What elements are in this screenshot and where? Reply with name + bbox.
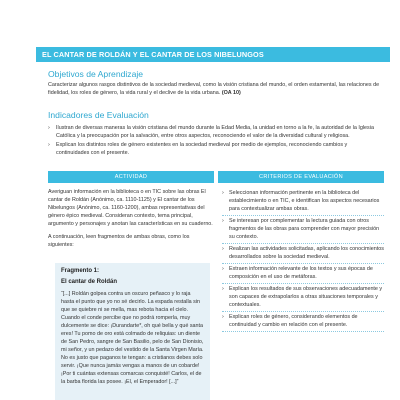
objective-code: (OA 10) bbox=[221, 90, 241, 96]
criteria-text: Realizan las actividades solicitadas, aplicando los conocimientos desarrollados sobre la sociedad medieval. bbox=[229, 246, 384, 260]
indicator-item bbox=[48, 141, 382, 157]
activity-paragraph-2: A continuación, leen fragmentos de ambas obras, como los siguientes: bbox=[48, 234, 190, 248]
objectives-heading: Objetivos de Aprendizaje bbox=[48, 69, 144, 79]
bullet-icon: › bbox=[222, 218, 224, 224]
criteria-text: Explican roles de género, considerando elementos de continuidad y cambio en relación con el presente. bbox=[229, 314, 358, 328]
bullet-icon: › bbox=[222, 314, 224, 320]
criteria-text: Seleccionan información pertinente en la biblioteca del establecimiento o en TIC, e identifican los aspectos necesarios para contextualizar ambas obras. bbox=[229, 190, 380, 212]
activity-column-header: ACTIVIDAD bbox=[48, 171, 214, 183]
criteria-text: Extraen información relevante de los textos y sus épocas de composición en el uso de metáforas. bbox=[229, 266, 373, 280]
indicator-text: Ilustran de diversas maneras la visión cristiana del mundo durante la Edad Media, la unidad en torno a la fe, la autoridad de la Iglesia Católica y la preocupación por la salvación, entre otros aspectos, reconociendo el valor de la diversidad cultural y religiosa. bbox=[56, 125, 374, 139]
bullet-icon: › bbox=[222, 246, 224, 252]
objective-text: Caracterizar algunos rasgos distintivos de la sociedad medieval, como la visión cristiana del mundo, el orden estamental, las relaciones de fidelidad, los roles de género, la vida rural y el declive de la vida urbana. bbox=[48, 82, 380, 96]
criteria-item bbox=[222, 312, 384, 332]
activity-paragraph-1: Averiguan información en la biblioteca o en TIC sobre las obras El cantar de Roldán (Anónimo, ca. 1110-1125) y El cantar de los Nibelungos (Anónimo, ca. 1160-1200), ambas representativas del género épico medieval. Consideran contexto, tema principal, argumento y personajes y anotan las características en su cuaderno. bbox=[48, 189, 213, 227]
bullet-icon: › bbox=[48, 125, 50, 131]
activity-column bbox=[48, 188, 214, 254]
fragment-title: El cantar de Roldán bbox=[61, 279, 118, 285]
criteria-column-header: CRITERIOS DE EVALUACIÓN bbox=[218, 171, 384, 183]
fragment-box bbox=[55, 263, 210, 400]
fragment-label: Fragmento 1: bbox=[61, 268, 100, 274]
fragment-text: “[...] Roldán golpea contra un oscuro peñasco y lo raja hasta el punto que yo no sé decirlo. La espada restalla sin que se quiebre ni se mella, mas rebota hacia el cielo. Cuando el conde percibe que no podrá romperla, muy dulcemente se dice: ¡Durandarte*, oh qué bella y qué santa eres! Tu pomo de oro está colmado de reliquias: un diente de San Pedro, sangre de San Basilio, pelo de San Dionisio, mi señor, y un pedazo del vestido de la Santa Virgen María. No es justo que paganos te tengan: a cristianos debes solo servir. ¡Que nunca jamás vengas a manos de un cobarde! ¡Por ti cuántas extensas comarcas conquisté! Carlos, el de la barba florida las posee. ¡El, el Emperador! [...]” bbox=[61, 291, 204, 385]
bullet-icon: › bbox=[222, 266, 224, 272]
criteria-item bbox=[222, 264, 384, 284]
objective-text-block bbox=[48, 81, 384, 97]
criteria-list bbox=[222, 188, 384, 332]
indicators-list bbox=[48, 124, 382, 158]
bullet-icon: › bbox=[222, 190, 224, 196]
lesson-title: EL CANTAR DE ROLDÁN Y EL CANTAR DE LOS NIBELUNGOS bbox=[42, 50, 264, 59]
criteria-item bbox=[222, 284, 384, 312]
bullet-icon: › bbox=[48, 142, 50, 148]
criteria-item bbox=[222, 216, 384, 244]
criteria-text: Explican los resultados de sus observaciones adecuadamente y son capaces de extrapolarlos a otras situaciones temporales y contextuales. bbox=[229, 286, 383, 308]
indicators-heading: Indicadores de Evaluación bbox=[48, 110, 149, 120]
criteria-item bbox=[222, 188, 384, 216]
criteria-text: Se interesan por complementar la lectura guiada con otros fragmentos de las obras para comprender con mayor precisión su contexto. bbox=[229, 218, 380, 240]
bullet-icon: › bbox=[222, 286, 224, 292]
criteria-item bbox=[222, 244, 384, 264]
indicator-item bbox=[48, 124, 382, 140]
indicator-text: Explican los distintos roles de género existentes en la sociedad medieval por medio de ejemplos, reconociendo cambios y continuidades con el presente. bbox=[56, 142, 348, 156]
lesson-title-bar bbox=[36, 47, 390, 62]
